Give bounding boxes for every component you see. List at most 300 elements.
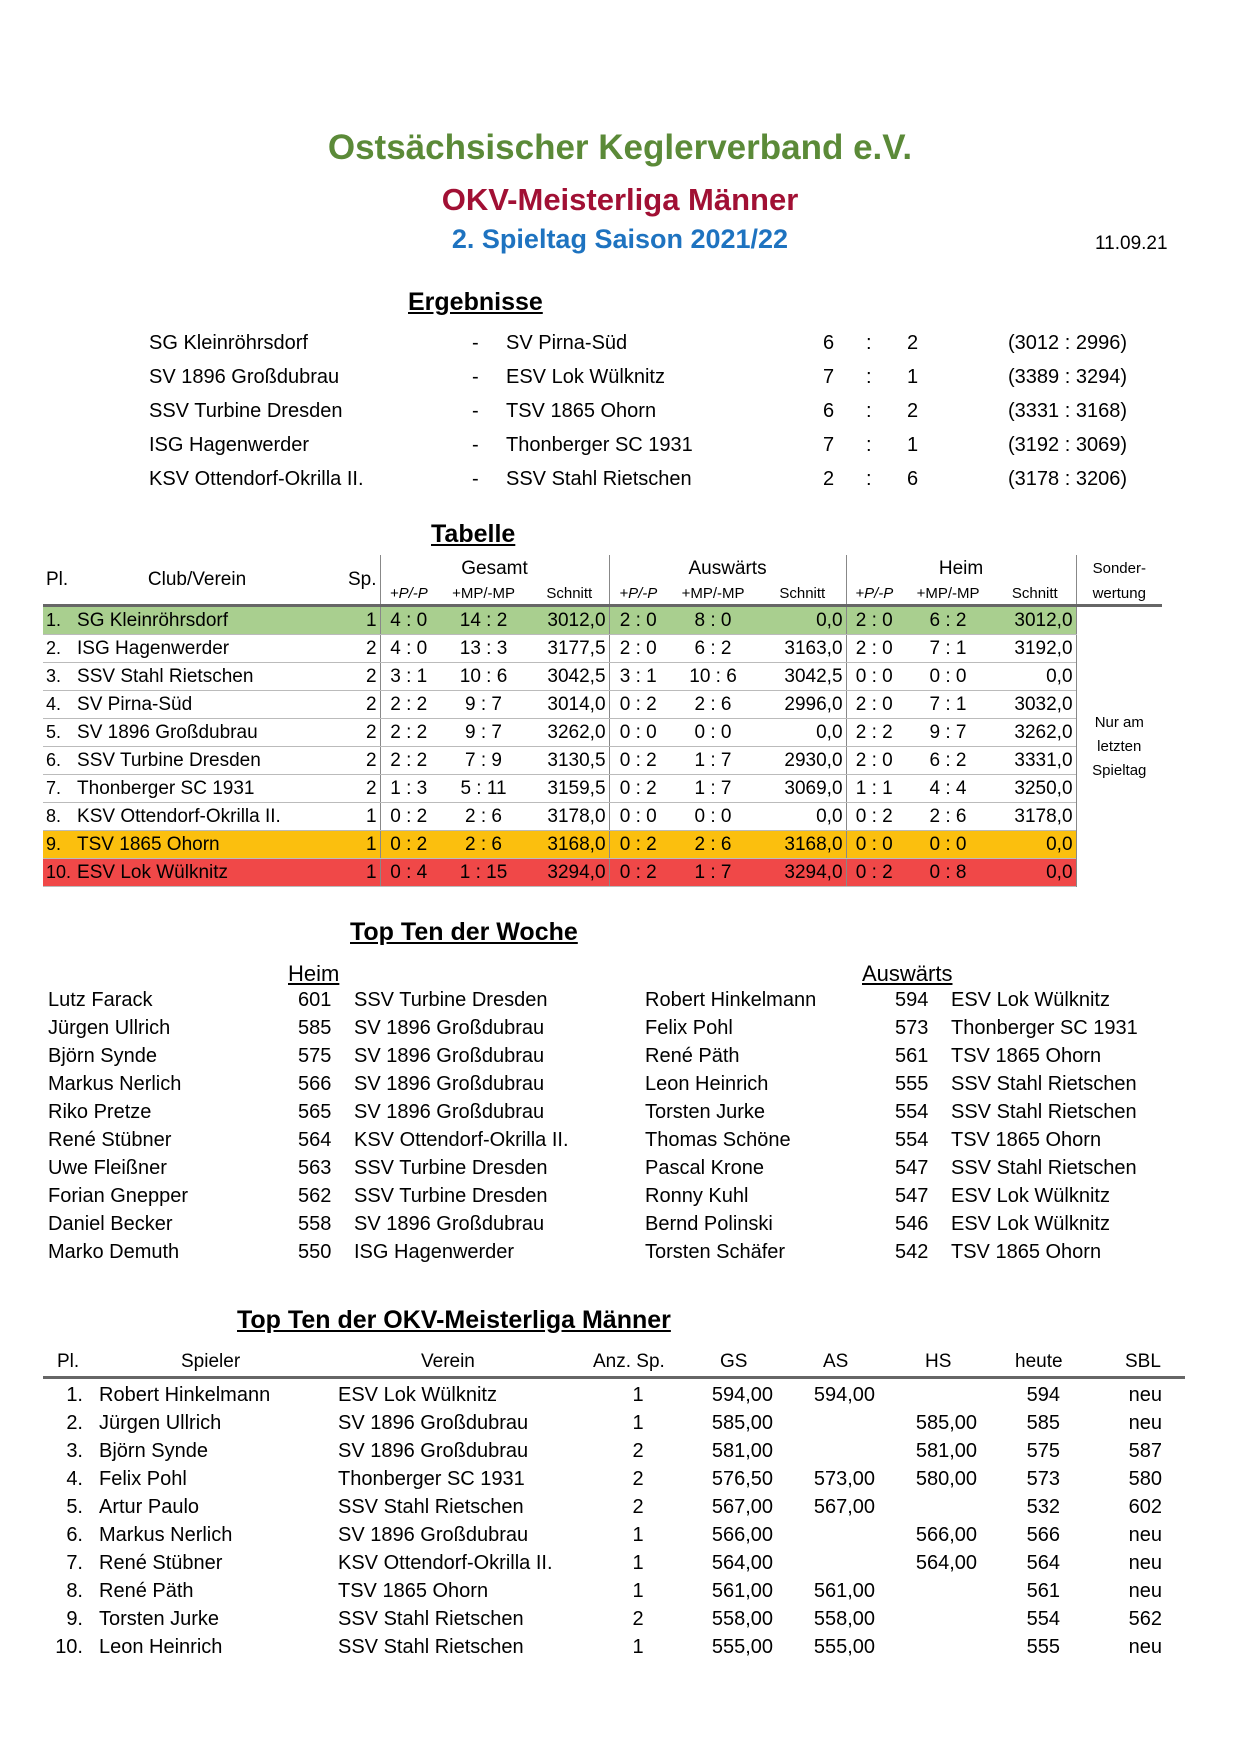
result-home-team: SV 1896 Großdubrau [149,366,340,388]
player-club: SSV Turbine Dresden [354,1157,548,1179]
report-date: 11.09.21 [1095,233,1168,254]
topleague-row [43,1605,1185,1633]
standings-row [43,691,1162,719]
player-name: Leon Heinrich [645,1073,769,1095]
standings-games: 2 [320,747,380,775]
topweek-aus-row [0,986,1240,1014]
standings-away-mp: 10 : 6 [667,663,759,691]
player-name: Daniel Becker [48,1213,173,1235]
result-home-team: ISG Hagenwerder [149,434,310,456]
standings-club: Thonberger SC 1931 [74,775,320,803]
result-pins: (3331 : 3168) [1008,400,1127,422]
player-score: 555 [895,1073,929,1095]
tl-as: 573,00 [813,1468,875,1490]
result-row [0,360,1240,394]
tl-games: 1 [632,1580,644,1602]
standings-total-mp: 7 : 9 [437,747,530,775]
tl-gs: 581,00 [711,1440,773,1462]
topweek-heim-label: Heim [288,961,340,986]
tl-hs: 585,00 [915,1412,977,1434]
topleague-row [43,1633,1185,1661]
tl-gs: 567,00 [711,1496,773,1518]
player-score: 550 [298,1241,332,1263]
standings-table [43,555,1185,887]
result-dash: - [472,366,479,388]
standings-rank: 2. [43,635,74,663]
standings-home-mp: 6 : 2 [902,747,994,775]
tl-games: 1 [632,1636,644,1658]
result-away-team: SV Pirna-Süd [506,332,628,354]
standings-away-points: 0 : 2 [609,747,667,775]
standings-home-avg: 3331,0 [994,747,1076,775]
standings-away-avg: 3294,0 [759,859,846,887]
topweek-aus-row [0,1070,1240,1098]
standings-row [43,803,1162,831]
tl-gs: 594,00 [711,1384,773,1406]
topleague-row [43,1381,1185,1409]
topleague-row [43,1549,1185,1577]
player-score: 573 [895,1017,929,1039]
standings-home-points: 2 : 0 [846,606,902,635]
standings-home-mp: 4 : 4 [902,775,994,803]
result-colon: : [866,434,872,456]
topweek-aus-row [0,1014,1240,1042]
result-row [0,462,1240,496]
standings-club: ISG Hagenwerder [74,635,320,663]
tl-hs: 581,00 [915,1440,977,1462]
standings-total-points: 0 : 2 [380,831,437,859]
result-dash: - [472,434,479,456]
player-name: Felix Pohl [645,1017,733,1039]
player-club: ESV Lok Wülknitz [951,1185,1110,1207]
topleague-row [43,1465,1185,1493]
standings-games: 2 [320,663,380,691]
standings-club: KSV Ottendorf-Okrilla II. [74,803,320,831]
standings-away-avg: 0,0 [759,803,846,831]
tl-player: René Stübner [99,1552,223,1574]
standings-rank: 7. [43,775,74,803]
tl-sbl: neu [1128,1384,1162,1406]
tl-col-verein: Verein [421,1351,475,1372]
standings-club: SV 1896 Großdubrau [74,719,320,747]
tl-col-as: AS [823,1351,849,1372]
result-colon: : [866,468,872,490]
player-name: Pascal Krone [645,1157,764,1179]
standings-rank: 3. [43,663,74,691]
player-score: 562 [298,1185,332,1207]
result-score-home: 7 [823,366,835,388]
tl-rank: 1. [66,1384,83,1406]
tl-today: 555 [1026,1636,1060,1658]
tl-player: Björn Synde [99,1440,208,1462]
tl-player: René Päth [99,1580,194,1602]
player-score: 546 [895,1213,929,1235]
standings-total-avg: 3130,5 [530,747,609,775]
player-club: SSV Stahl Rietschen [951,1157,1137,1179]
tl-today: 585 [1026,1412,1060,1434]
player-club: SV 1896 Großdubrau [354,1213,545,1235]
tl-rank: 7. [66,1552,83,1574]
topleague-row [43,1521,1185,1549]
standings-away-avg: 3042,5 [759,663,846,691]
result-score-home: 2 [823,468,835,490]
result-dash: - [472,400,479,422]
standings-total-avg: 3014,0 [530,691,609,719]
player-name: Forian Gnepper [48,1185,189,1207]
col-sp: Sp. [348,568,377,590]
result-score-away: 2 [907,332,919,354]
standings-games: 1 [320,803,380,831]
tl-rank: 3. [66,1440,83,1462]
standings-total-avg: 3178,0 [530,803,609,831]
standings-total-points: 2 : 2 [380,747,437,775]
standings-away-points: 3 : 1 [609,663,667,691]
standings-home-mp: 0 : 8 [902,859,994,887]
standings-home-mp: 0 : 0 [902,663,994,691]
standings-club: TSV 1865 Ohorn [74,831,320,859]
standings-club: SSV Stahl Rietschen [74,663,320,691]
standings-total-points: 0 : 2 [380,803,437,831]
topleague-header [43,1348,1185,1379]
standings-home-mp: 6 : 2 [902,606,994,635]
player-name: René Stübner [48,1129,172,1151]
player-club: TSV 1865 Ohorn [951,1241,1102,1263]
standings-home-avg: 0,0 [994,831,1076,859]
standings-total-points: 2 : 2 [380,691,437,719]
player-name: Bernd Polinski [645,1213,773,1235]
result-away-team: TSV 1865 Ohorn [506,400,657,422]
tl-col-sbl: SBL [1125,1351,1161,1372]
topweek-heading: Top Ten der Woche [350,918,578,946]
tl-sbl: neu [1128,1580,1162,1602]
standings-total-points: 2 : 2 [380,719,437,747]
standings-total-avg: 3042,5 [530,663,609,691]
player-score: 585 [298,1017,332,1039]
standings-club: SG Kleinröhrsdorf [74,606,320,635]
result-home-team: SG Kleinröhrsdorf [149,332,308,354]
standings-total-mp: 9 : 7 [437,719,530,747]
tl-rank: 2. [66,1412,83,1434]
player-score: 575 [298,1045,332,1067]
tl-sbl: neu [1128,1524,1162,1546]
standings-home-points: 0 : 0 [846,663,902,691]
standings-away-avg: 0,0 [759,719,846,747]
standings-row [43,831,1162,859]
player-score: 547 [895,1185,929,1207]
sub-schnitt: Schnitt [779,584,826,602]
tl-today: 554 [1026,1608,1060,1630]
standings-away-points: 0 : 2 [609,775,667,803]
standings-total-mp: 10 : 6 [437,663,530,691]
standings-home-mp: 9 : 7 [902,719,994,747]
standings-away-avg: 3069,0 [759,775,846,803]
standings-row [43,635,1162,663]
player-score: 563 [298,1157,332,1179]
tl-hs: 580,00 [915,1468,977,1490]
tl-player: Torsten Jurke [99,1608,220,1630]
topleague-row [43,1493,1185,1521]
topweek-aus-label: Auswärts [862,961,953,986]
result-dash: - [472,332,479,354]
tl-hs: 564,00 [915,1552,977,1574]
standings-away-avg: 2996,0 [759,691,846,719]
tl-as: 567,00 [813,1496,875,1518]
tl-as: 558,00 [813,1608,875,1630]
result-pins: (3192 : 3069) [1008,434,1127,456]
standings-club: SSV Turbine Dresden [74,747,320,775]
standings-home-avg: 3192,0 [994,635,1076,663]
player-score: 566 [298,1073,332,1095]
player-club: TSV 1865 Ohorn [951,1045,1102,1067]
tl-hs: 566,00 [915,1524,977,1546]
topweek-aus-row [0,1154,1240,1182]
player-score: 547 [895,1157,929,1179]
standings-home-points: 0 : 2 [846,859,902,887]
standings-away-mp: 0 : 0 [667,803,759,831]
topweek-aus-row [0,1238,1240,1266]
tl-club: SSV Stahl Rietschen [338,1496,524,1518]
player-name: Lutz Farack [48,989,153,1011]
player-name: Uwe Fleißner [48,1157,167,1179]
topweek-aus-row [0,1182,1240,1210]
result-row [0,428,1240,462]
standings-away-mp: 1 : 7 [667,859,759,887]
tl-games: 2 [632,1440,644,1462]
standings-total-points: 0 : 4 [380,859,437,887]
sub-pp: +P/-P [609,582,667,606]
result-score-home: 6 [823,332,835,354]
col-sonder-2: wertung [1076,582,1162,606]
tl-col-spieler: Spieler [181,1351,241,1372]
standings-total-avg: 3177,5 [530,635,609,663]
tl-sbl: neu [1128,1636,1162,1658]
standings-home-avg: 3178,0 [994,803,1076,831]
topleague-row [43,1409,1185,1437]
result-away-team: ESV Lok Wülknitz [506,366,665,388]
player-score: 558 [298,1213,332,1235]
standings-total-mp: 14 : 2 [437,606,530,635]
player-score: 561 [895,1045,929,1067]
topleague-row [43,1437,1185,1465]
standings-total-mp: 1 : 15 [437,859,530,887]
player-score: 564 [298,1129,332,1151]
tl-club: ESV Lok Wülknitz [338,1384,497,1406]
standings-away-avg: 2930,0 [759,747,846,775]
matchday-title: 2. Spieltag Saison 2021/22 [451,224,789,254]
player-name: Björn Synde [48,1045,157,1067]
sub-pp: +P/-P [846,582,902,606]
standings-rank: 4. [43,691,74,719]
tl-sbl: neu [1128,1412,1162,1434]
standings-total-points: 3 : 1 [380,663,437,691]
standings-rank: 9. [43,831,74,859]
standings-games: 2 [320,635,380,663]
player-club: SSV Turbine Dresden [354,1185,548,1207]
standings-row [43,663,1162,691]
result-colon: : [866,400,872,422]
standings-home-avg: 3032,0 [994,691,1076,719]
standings-away-mp: 2 : 6 [667,691,759,719]
standings-home-points: 0 : 0 [846,831,902,859]
tl-sbl: 587 [1128,1440,1162,1462]
standings-home-points: 2 : 0 [846,747,902,775]
tl-games: 2 [632,1608,644,1630]
tl-club: SSV Stahl Rietschen [338,1636,524,1658]
tl-games: 1 [632,1524,644,1546]
player-score: 542 [895,1241,929,1263]
standings-rank: 8. [43,803,74,831]
standings-away-points: 0 : 0 [609,803,667,831]
result-score-away: 1 [907,434,919,456]
standings-home-avg: 3262,0 [994,719,1076,747]
standings-home-mp: 0 : 0 [902,831,994,859]
standings-away-points: 0 : 0 [609,719,667,747]
tl-club: SSV Stahl Rietschen [338,1608,524,1630]
result-row [0,326,1240,360]
tl-col-hs: HS [925,1351,952,1372]
org-title: Ostsächsischer Keglerverband e.V. [327,128,913,167]
standings-total-avg: 3262,0 [530,719,609,747]
standings-away-mp: 1 : 7 [667,747,759,775]
tl-player: Robert Hinkelmann [99,1384,271,1406]
standings-home-points: 2 : 2 [846,719,902,747]
tl-gs: 576,50 [711,1468,773,1490]
player-score: 554 [895,1129,929,1151]
topweek-aus-row [0,1098,1240,1126]
tl-player: Felix Pohl [99,1468,187,1490]
tl-player: Jürgen Ullrich [99,1412,222,1434]
tl-rank: 9. [66,1608,83,1630]
standings-away-avg: 3168,0 [759,831,846,859]
standings-total-mp: 9 : 7 [437,691,530,719]
tl-today: 594 [1026,1384,1060,1406]
player-club: ESV Lok Wülknitz [951,1213,1110,1235]
player-name: Torsten Schäfer [645,1241,786,1263]
player-name: Ronny Kuhl [645,1185,749,1207]
tl-as: 561,00 [813,1580,875,1602]
standings-home-mp: 7 : 1 [902,691,994,719]
topweek-aus-row [0,1042,1240,1070]
standings-away-mp: 0 : 0 [667,719,759,747]
player-name: Jürgen Ullrich [48,1017,171,1039]
col-club: Club/Verein [147,568,247,590]
player-name: Riko Pretze [48,1101,152,1123]
standings-total-points: 1 : 3 [380,775,437,803]
tl-sbl: 562 [1128,1608,1162,1630]
standings-home-avg: 0,0 [994,663,1076,691]
standings-away-mp: 6 : 2 [667,635,759,663]
tl-gs: 566,00 [711,1524,773,1546]
tl-rank: 5. [66,1496,83,1518]
tl-games: 1 [632,1384,644,1406]
player-club: KSV Ottendorf-Okrilla II. [354,1129,569,1151]
standings-row [43,775,1162,803]
result-pins: (3012 : 2996) [1008,332,1127,354]
standings-games: 1 [320,831,380,859]
col-auswaerts: Auswärts [609,555,846,582]
player-club: ISG Hagenwerder [354,1241,515,1263]
standings-away-mp: 8 : 0 [667,606,759,635]
player-club: SV 1896 Großdubrau [354,1101,545,1123]
result-pins: (3178 : 3206) [1008,468,1127,490]
standings-total-points: 4 : 0 [380,635,437,663]
tl-games: 2 [632,1468,644,1490]
tl-player: Artur Paulo [99,1496,200,1518]
player-name: Thomas Schöne [645,1129,791,1151]
standings-rank: 1. [43,606,74,635]
player-score: 601 [298,989,332,1011]
standings-total-avg: 3168,0 [530,831,609,859]
standings-total-avg: 3159,5 [530,775,609,803]
result-colon: : [866,366,872,388]
col-pl: Pl. [46,568,69,590]
result-score-home: 7 [823,434,835,456]
tl-today: 561 [1026,1580,1060,1602]
tl-today: 564 [1026,1552,1060,1574]
player-club: SV 1896 Großdubrau [354,1017,545,1039]
player-score: 554 [895,1101,929,1123]
sub-pp: +P/-P [380,582,437,606]
player-name: Torsten Jurke [645,1101,766,1123]
tl-gs: 561,00 [711,1580,773,1602]
player-club: SV 1896 Großdubrau [354,1073,545,1095]
topweek-aus-row [0,1210,1240,1238]
result-dash: - [472,468,479,490]
tl-sbl: 580 [1128,1468,1162,1490]
result-home-team: SSV Turbine Dresden [149,400,343,422]
sub-mp: +MP/-MP [916,584,980,602]
standings-club: SV Pirna-Süd [74,691,320,719]
standings-total-mp: 13 : 3 [437,635,530,663]
standings-away-avg: 0,0 [759,606,846,635]
standings-games: 1 [320,606,380,635]
standings-games: 2 [320,691,380,719]
sonder-note-line: Spieltag [1092,761,1147,779]
tl-games: 1 [632,1552,644,1574]
player-club: SSV Stahl Rietschen [951,1073,1137,1095]
standings-home-points: 2 : 0 [846,635,902,663]
standings-club: ESV Lok Wülknitz [74,859,320,887]
standings-home-points: 0 : 2 [846,803,902,831]
tl-rank: 4. [66,1468,83,1490]
result-home-team: KSV Ottendorf-Okrilla II. [149,468,364,490]
tl-today: 566 [1026,1524,1060,1546]
sub-mp: +MP/-MP [452,584,515,602]
sonder-note-line: Nur am [1094,713,1144,731]
tl-club: SV 1896 Großdubrau [338,1412,529,1434]
standings-away-mp: 1 : 7 [667,775,759,803]
standings-away-avg: 3163,0 [759,635,846,663]
standings-home-avg: 3250,0 [994,775,1076,803]
standings-row [43,747,1162,775]
tl-gs: 555,00 [711,1636,773,1658]
standings-away-points: 0 : 2 [609,691,667,719]
standings-games: 1 [320,859,380,887]
player-club: SSV Stahl Rietschen [951,1101,1137,1123]
result-row [0,394,1240,428]
result-pins: (3389 : 3294) [1008,366,1127,388]
table-heading: Tabelle [431,520,516,548]
topleague-row [43,1577,1185,1605]
league-title: OKV-Meisterliga Männer [441,182,799,217]
standings-total-mp: 2 : 6 [437,831,530,859]
standings-rank: 10. [43,859,74,887]
sonder-note-line: letzten [1097,737,1142,755]
standings-away-points: 0 : 2 [609,831,667,859]
result-colon: : [866,332,872,354]
standings-home-mp: 7 : 1 [902,635,994,663]
standings-home-mp: 2 : 6 [902,803,994,831]
